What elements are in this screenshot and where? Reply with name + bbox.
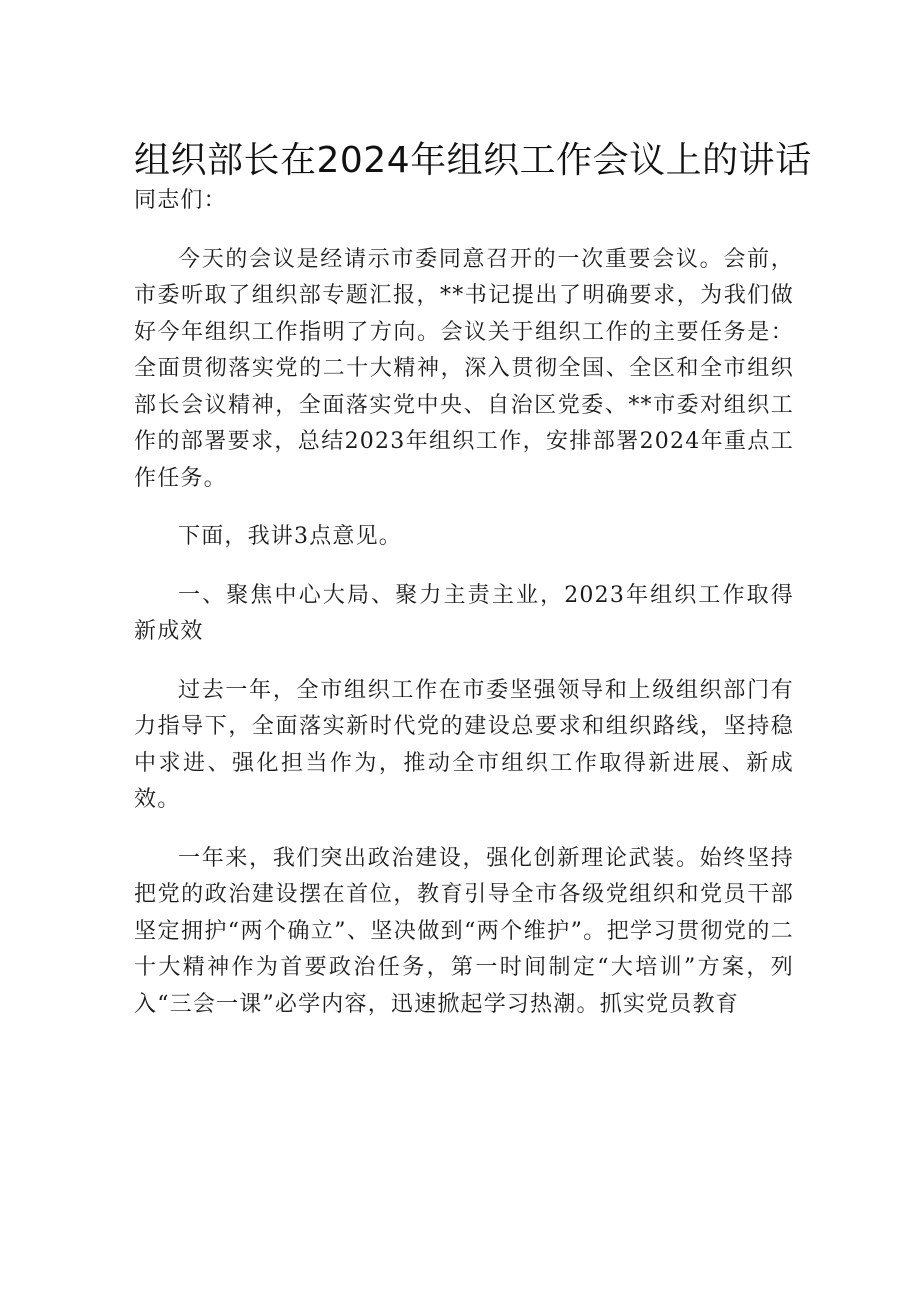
document-body: [134, 183, 794, 1045]
document-title: 组织部长在2024年组织工作会议上的讲话: [134, 140, 812, 181]
paragraph-intro: 今天的会议是经请示市委同意召开的一次重要会议。会前，市委听取了组织部专题汇报，**书记提出了明确要求，为我们做好今年组织工作指明了方向。会议关于组织工作的主要任务是：全面贯彻落实党的二十大精神，深入贯彻全国、全区和全市组织部长会议精神，全面落实党中央、自治区党委、**市委对组织工作的部署要求，总结2023年组织工作，安排部署2024年重点工作任务。: [134, 246, 794, 491]
paragraph-review: 过去一年，全市组织工作在市委坚强领导和上级组织部门有力指导下，全面落实新时代党的建设总要求和组织路线，坚持稳中求进、强化担当作为，推动全市组织工作取得新进展、新成效。: [134, 677, 794, 812]
salutation: 同志们：: [134, 188, 227, 213]
paragraph-outline: 下面，我讲3点意见。: [178, 524, 402, 549]
paragraph-political-building: 一年来，我们突出政治建设，强化创新理论武装。始终坚持把党的政治建设摆在首位，教育引导全市各级党组织和党员干部坚定拥护“两个确立”、坚决做到“两个维护”。把学习贯彻党的二十大精神作为首要政治任务，第一时间制定“大培训”方案，列入“三会一课”必学内容，迅速掀起学习热潮。抓实党员教育: [134, 845, 794, 1017]
section-heading-1: 一、聚焦中心大局、聚力主责主业，2023年组织工作取得新成效: [134, 582, 794, 644]
